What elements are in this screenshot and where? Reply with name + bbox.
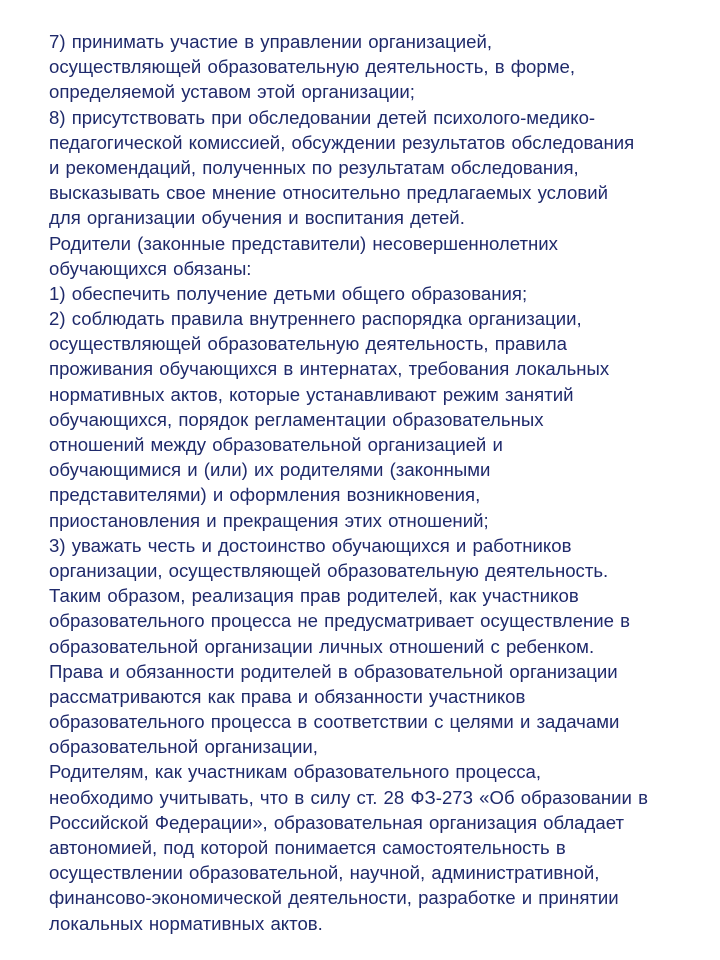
text-line: осуществляющей образовательную деятельность, в форме,	[49, 56, 576, 78]
text-line: высказывать свое мнение относительно предлагаемых условий	[49, 182, 609, 204]
text-line: 8) присутствовать при обследовании детей психолого-медико-	[49, 106, 596, 128]
text-line: 3) уважать честь и достоинство обучающихся и работников	[49, 534, 572, 556]
text-line: обучающихся, порядок регламентации образовательных	[49, 408, 544, 430]
text-line: обучающимися и (или) их родителями (законными	[49, 459, 491, 481]
text-line: организации, осуществляющей образовательную деятельность.	[49, 559, 609, 581]
text-line: образовательного процесса в соответствии с целями и задачами	[49, 711, 620, 733]
text-line: осуществлении образовательной, научной, административной,	[49, 862, 600, 884]
text-line: образовательной организации,	[49, 736, 318, 758]
body-text	[49, 29, 713, 936]
text-line: Российской Федерации», образовательная организация обладает	[49, 811, 624, 833]
text-line: Таким образом, реализация прав родителей, как участников	[49, 585, 579, 607]
text-line: проживания обучающихся в интернатах, требования локальных	[49, 358, 610, 380]
text-line: образовательной организации личных отношений с ребенком.	[49, 635, 595, 657]
text-line: нормативных актов, которые устанавливают режим занятий	[49, 383, 574, 405]
text-line: рассматриваются как права и обязанности участников	[49, 685, 526, 707]
text-line: Родителям, как участникам образовательного процесса,	[49, 761, 542, 783]
text-line: необходимо учитывать, что в силу ст. 28 ФЗ-273 «Об образовании в	[49, 786, 648, 808]
text-line: 1) обеспечить получение детьми общего образования;	[49, 282, 528, 304]
text-line: автономией, под которой понимается самостоятельность в	[49, 837, 566, 858]
text-line: локальных нормативных актов.	[49, 912, 323, 934]
text-line: 7) принимать участие в управлении организацией,	[49, 31, 493, 52]
text-line: Родители (законные представители) несовершеннолетних	[49, 232, 558, 254]
text-line: педагогической комиссией, обсуждении результатов обследования	[49, 131, 635, 153]
text-line: представителями) и оформления возникновения,	[49, 484, 481, 506]
text-line: обучающихся обязаны:	[49, 257, 252, 279]
text-line: определяемой уставом этой организации;	[49, 81, 415, 103]
text-line: для организации обучения и воспитания детей.	[49, 207, 465, 229]
text-line: осуществляющей образовательную деятельность, правила	[49, 333, 567, 355]
text-line: Права и обязанности родителей в образовательной организации	[49, 660, 618, 682]
text-line: отношений между образовательной организацией и	[49, 434, 503, 455]
text-line: приостановления и прекращения этих отношений;	[49, 509, 489, 531]
text-line: и рекомендаций, полученных по результатам обследования,	[49, 156, 579, 178]
text-line: образовательного процесса не предусматривает осуществление в	[49, 610, 630, 632]
text-line: 2) соблюдать правила внутреннего распорядка организации,	[49, 308, 582, 330]
text-line: финансово-экономической деятельности, разработке и принятии	[49, 887, 619, 909]
